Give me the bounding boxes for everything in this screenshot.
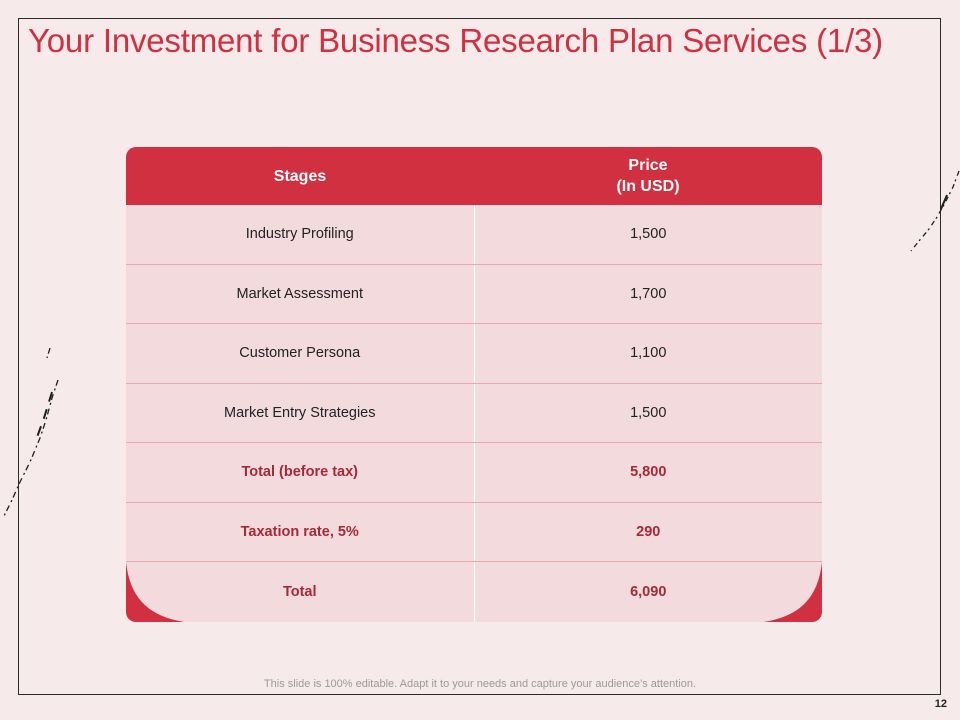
table-body — [126, 205, 822, 622]
stage-cell: Industry Profiling — [126, 205, 475, 264]
table-header — [126, 147, 822, 205]
price-cell: 1,500 — [630, 226, 667, 243]
slide-title: Your Investment for Business Research Plan Services (1/3) — [28, 22, 883, 59]
price-cell: 290 — [636, 523, 661, 540]
total-row — [126, 562, 822, 622]
subtotal-row — [126, 443, 822, 503]
decorative-scratch-left — [0, 340, 70, 520]
header-price-unit: (In USD) — [616, 178, 680, 195]
stage-cell: Total — [126, 562, 475, 622]
investment-table — [126, 147, 822, 622]
table-row — [126, 324, 822, 384]
table-row — [126, 205, 822, 265]
footer-note: This slide is 100% editable. Adapt it to your needs and capture your audience’s attention. — [263, 678, 697, 690]
price-cell: 1,100 — [630, 345, 667, 362]
table-row — [126, 384, 822, 444]
table-row — [126, 265, 822, 325]
stage-cell: Market Assessment — [126, 265, 475, 324]
stage-cell: Customer Persona — [126, 324, 475, 383]
stage-cell: Taxation rate, 5% — [126, 503, 475, 562]
price-cell: 5,800 — [630, 464, 667, 481]
page-number: 12 — [934, 698, 947, 710]
price-cell: 1,500 — [630, 404, 667, 421]
header-stages-label: Stages — [273, 167, 327, 185]
header-price-label: Price — [628, 157, 668, 174]
tax-row — [126, 503, 822, 563]
price-cell: 1,700 — [630, 285, 667, 302]
stage-cell: Market Entry Strategies — [126, 384, 475, 443]
header-price — [474, 147, 822, 205]
header-stages — [126, 147, 474, 205]
price-cell: 6,090 — [630, 584, 667, 600]
stage-cell: Total (before tax) — [126, 443, 475, 502]
decorative-scratch-right — [905, 165, 960, 255]
